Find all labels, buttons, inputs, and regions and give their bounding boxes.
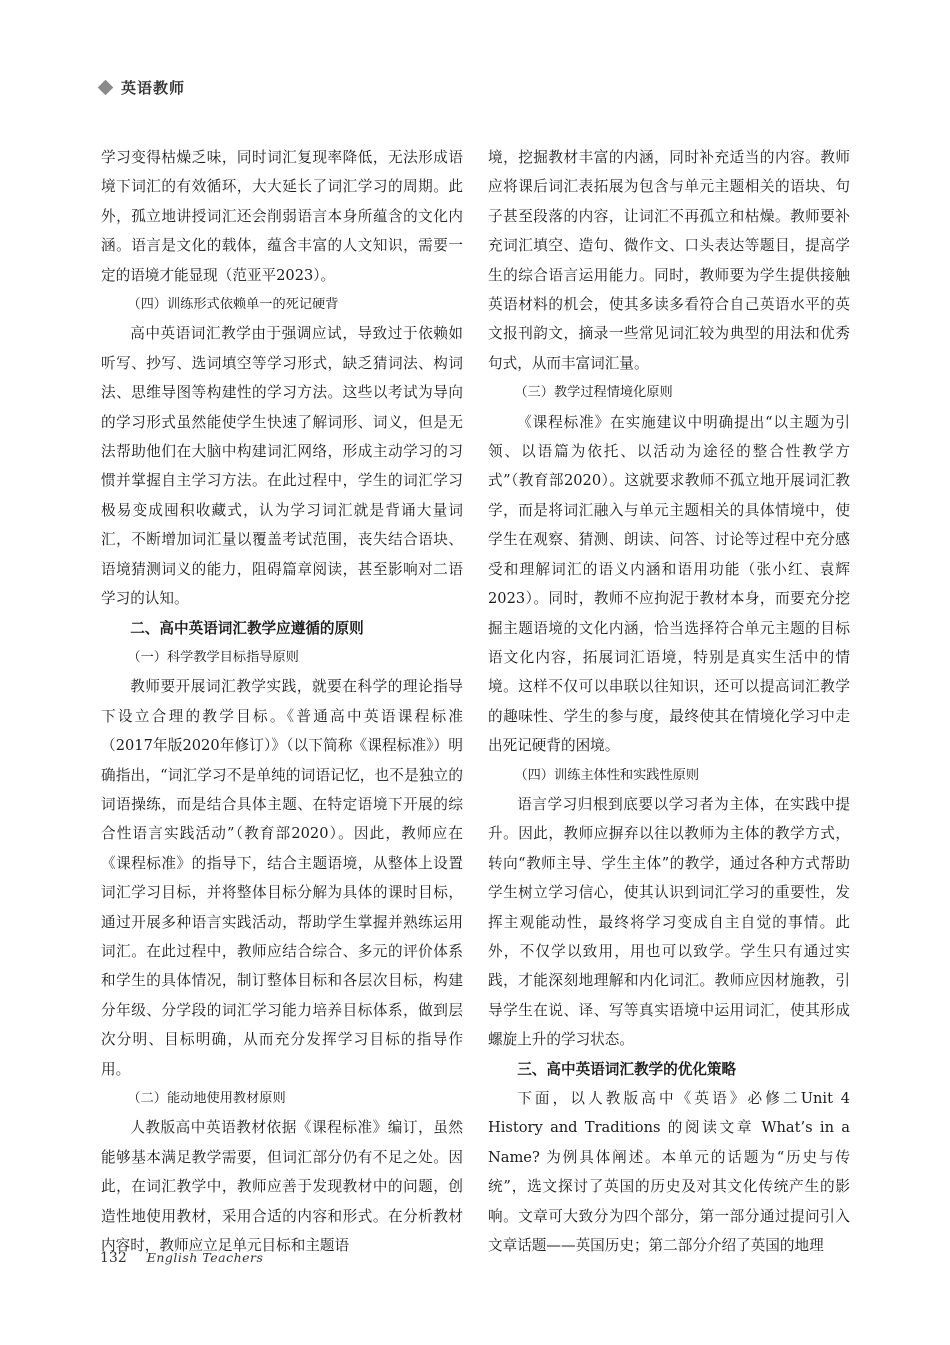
section-heading: 二、高中英语词汇教学应遵循的原则 (130, 619, 364, 637)
right-column (488, 143, 850, 1260)
running-header (100, 77, 185, 98)
section-heading: 三、高中英语词汇教学的优化策略 (517, 1060, 737, 1078)
paragraph: 教师要开展词汇教学实践，就要在科学的理论指导下设立合理的教学目标。《普通高中英语课程标准（2017年版2020年修订）》（以下简称《课程标准》）明确指出，“词汇学习不是单纯的词语记忆，也不是独立的词语操练，而是结合具体主题、在特定语境下开展的综合性语言实践活动”（教育部2020）。因此，教师应在《课程标准》的指导下，结合主题语境，从整体上设置词汇学习目标，并将整体目标分解为具体的课时目标，通过开展多种语言实践活动，帮助学生掌握并熟练运用词汇。在此过程中，教师应结合综合、多元的评价体系和学生的具体情况，制订整体目标和各层次目标，构建分年级、分学段的词汇学习能力培养目标体系，做到层次分明、目标明确，从而充分发挥学习目标的指导作用。 (101, 678, 463, 1078)
subsection-heading: （三）教学过程情境化原则 (514, 385, 673, 401)
subsection-heading: （四）训练形式依赖单一的死记硬背 (127, 297, 339, 313)
paragraph: 高中英语词汇教学由于强调应试，导致过于依赖如听写、抄写、选词填空等学习形式，缺乏猜词法、构词法、思维导图等构建性的学习方法。这些以考试为导向的学习形式虽然能使学生快速了解词形、词义，但是无法帮助他们在大脑中构建词汇网络，形成主动学习的习惯并掌握自主学习方法。在此过程中，学生的词汇学习极易变成囤积收藏式，认为学习词汇就是背诵大量词汇，不断增加词汇量以覆盖考试范围，丧失结合语块、语境猜测词义的能力，阻碍篇章阅读，甚至影响对二语学习的认知。 (101, 325, 463, 608)
footer-journal-name: English Teachers (146, 1250, 264, 1265)
page-footer (100, 1250, 263, 1266)
paragraph: 《课程标准》在实施建议中明确提出“以主题为引领、以语篇为依托、以活动为途径的整合性教学方式”（教育部2020）。这就要求教师不孤立地开展词汇教学，而是将词汇融入与单元主题相关的具体情境中，使学生在观察、猜测、朗读、问答、讨论等过程中充分感受和理解词汇的语义内涵和语用功能（张小红、袁辉2023）。同时，教师不应拘泥于教材本身，而要充分挖掘主题语境的文化内涵，恰当选择符合单元主题的目标语文化内容，拓展词汇语境，特别是真实生活中的情境。这样不仅可以串联以往知识，还可以提高词汇教学的趣味性、学生的参与度，最终使其在情境化学习中走出死记硬背的困境。 (488, 413, 850, 755)
left-column (101, 143, 463, 1260)
journal-title: 英语教师 (121, 79, 186, 97)
page-number: 132 (100, 1250, 127, 1266)
paragraph: 学习变得枯燥乏味，同时词汇复现率降低，无法形成语境下词汇的有效循环，大大延长了词汇学习的周期。此外，孤立地讲授词汇还会削弱语言本身所蕴含的文化内涵。语言是文化的载体，蕴含丰富的人文知识，需要一定的语境才能显现（范亚平2023）。 (101, 149, 463, 284)
subsection-heading: （四）训练主体性和实践性原则 (514, 767, 700, 783)
paragraph: 语言学习归根到底要以学习者为主体，在实践中提升。因此，教师应摒弃以往以教师为主体的教学方式，转向“教师主导、学生主体”的教学，通过各种方式帮助学生树立学习信心，使其认识到词汇学习的重要性，发挥主观能动性，最终将学习变成自主自觉的事情。此外，不仅学以致用，用也可以致学。学生只有通过实践，才能深刻地理解和内化词汇。教师应因材施教，引导学生在说、译、写等真实语境中运用词汇，使其形成螺旋上升的学习状态。 (488, 795, 850, 1049)
diamond-icon (98, 80, 114, 96)
paragraph: 人教版高中英语教材依据《课程标准》编订，虽然能够基本满足教学需要，但词汇部分仍有不足之处。因此，在词汇教学中，教师应善于发现教材中的问题，创造性地使用教材，采用合适的内容和形式。在分析教材内容时，教师应立足单元目标和主题语 (101, 1119, 463, 1255)
subsection-heading: （二）能动地使用教材原则 (127, 1091, 286, 1106)
paragraph: 下面，以人教版高中《英语》必修二Unit 4 History and Traditions 的阅读文章 What’s in a Name? 为例具体阐述。本单元的话题为“历史与传统”，选文探讨了英国的历史及对其文化传统产生的影响。文章可大致分为四个部分，第一部分通过提问引入文章话题——英国历史；第二部分介绍了英国的地理 (488, 1090, 850, 1255)
subsection-heading: （一）科学教学目标指导原则 (127, 649, 299, 665)
paragraph: 境，挖掘教材丰富的内涵，同时补充适当的内容。教师应将课后词汇表拓展为包含与单元主题相关的语块、句子甚至段落的内容，让词汇不再孤立和枯燥。教师要补充词汇填空、造句、微作文、口头表达等题目，提高学生的综合语言运用能力。同时，教师要为学生提供接触英语材料的机会，使其多读多看符合自己英语水平的英文报刊韵文，摘录一些常见词汇较为典型的用法和优秀句式，从而丰富词汇量。 (488, 149, 850, 372)
